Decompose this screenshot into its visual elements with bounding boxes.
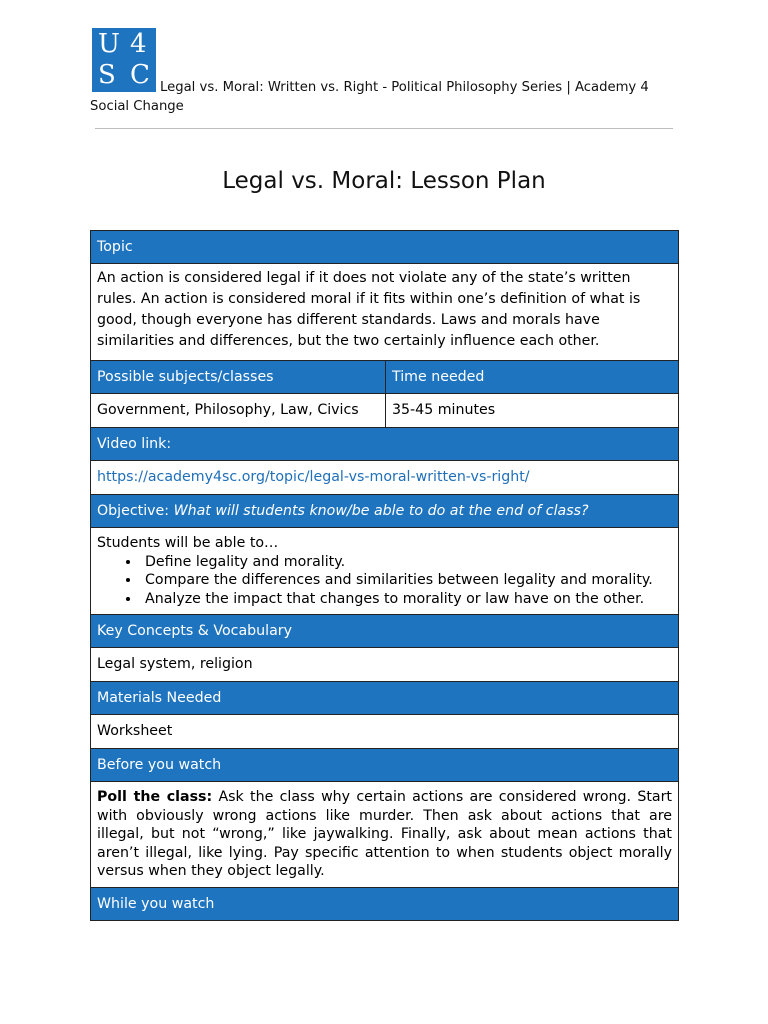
while-header: While you watch: [91, 887, 679, 920]
time-header: Time needed: [386, 361, 679, 394]
time-value: 35-45 minutes: [386, 394, 679, 428]
topic-header: Topic: [91, 231, 679, 264]
objective-item: • Compare the differences and similarities between legality and morality.: [141, 571, 672, 590]
topic-text: An action is considered legal if it does not violate any of the state’s written rules. An action is considered moral if it fits within one’s definition of what is good, though everyone has different standards. Laws and morals have similarities and differences, but the two certainly influence each other.: [91, 264, 679, 361]
before-header: Before you watch: [91, 749, 679, 782]
objective-list: [97, 553, 672, 609]
objective-item: • Define legality and morality.: [141, 553, 672, 572]
vocab-header: Key Concepts & Vocabulary: [91, 615, 679, 648]
objective-item: • Analyze the impact that changes to morality or law have on the other.: [141, 590, 672, 609]
vocab-value: Legal system, religion: [91, 648, 679, 682]
objective-label: Objective:: [97, 503, 170, 519]
video-cell: [91, 461, 679, 495]
objective-header: [91, 495, 679, 528]
subjects-header: Possible subjects/classes: [91, 361, 386, 394]
materials-value: Worksheet: [91, 715, 679, 749]
subjects-value: Government, Philosophy, Law, Civics: [91, 394, 386, 428]
objective-body: [91, 528, 679, 615]
logo-letter: S: [98, 60, 116, 90]
header-divider: [95, 128, 673, 129]
logo-letter: C: [130, 60, 150, 90]
before-body: [91, 782, 679, 888]
logo-letter: 4: [130, 29, 147, 59]
before-bold-lead: Poll the class:: [97, 789, 213, 805]
objective-intro: Students will be able to…: [97, 535, 279, 551]
materials-header: Materials Needed: [91, 682, 679, 715]
objective-question: What will students know/be able to do at the end of class?: [173, 503, 589, 519]
page-title: Legal vs. Moral: Lesson Plan: [222, 168, 546, 194]
before-text: Ask the class why certain actions are considered wrong. Start with obviously wrong actions like murder. Then ask about actions that are illegal, but not “wrong,” like jaywalking. Finally, ask about mean actions that aren’t illegal, like lying. Pay specific attention to when students object morally versus when they object legally.: [97, 789, 672, 879]
video-link[interactable]: https://academy4sc.org/topic/legal-vs-moral-written-vs-right/: [97, 469, 530, 485]
logo-letter: U: [98, 29, 120, 59]
lesson-plan-table: [90, 230, 679, 921]
before-paragraph: [97, 788, 672, 881]
header-text: Legal vs. Moral: Written vs. Right - Political Philosophy Series | Academy 4 Social Change: [90, 80, 649, 114]
video-header: Video link:: [91, 428, 679, 461]
